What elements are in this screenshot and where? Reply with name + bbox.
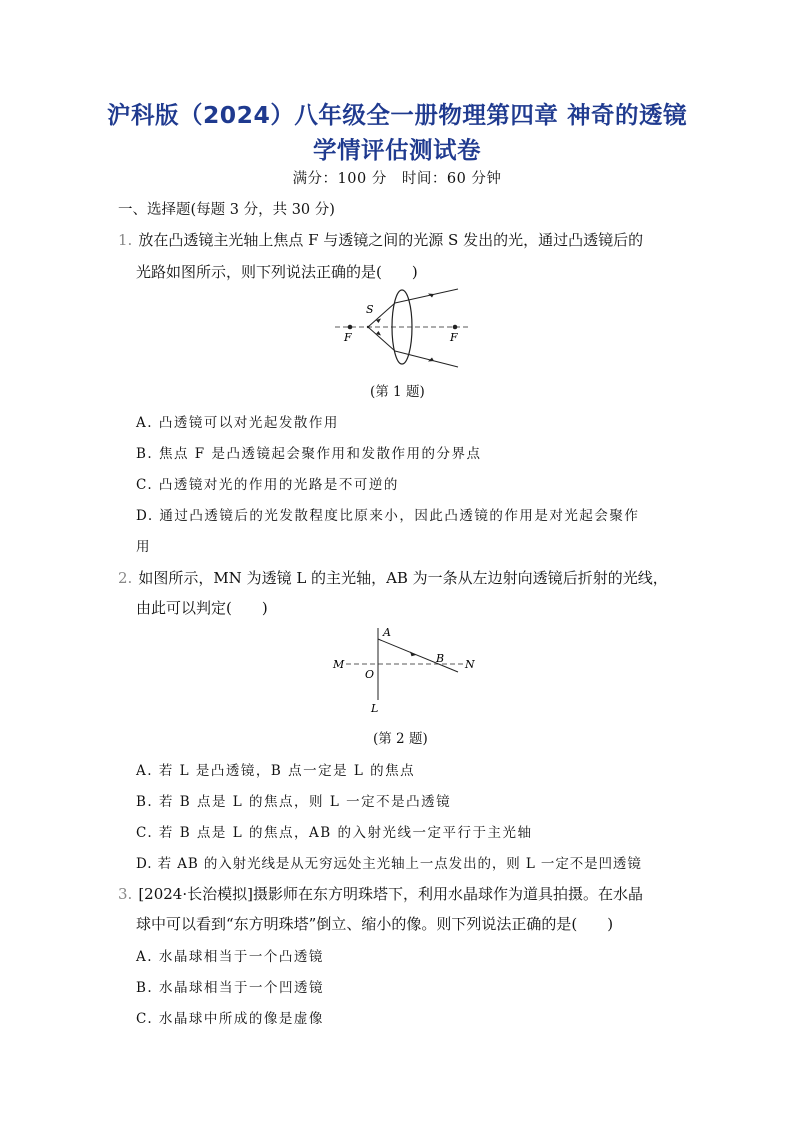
q2-option-b: B. 若 B 点是 L 的焦点，则 L 一定不是凸透镜 (136, 794, 452, 810)
label-a: A (383, 626, 391, 639)
question-text: 放在凸透镜主光轴上焦点 F 与透镜之间的光源 S 发出的光，通过凸透镜后的 (138, 231, 644, 249)
question-text: [2024·长治模拟]摄影师在东方明珠塔下，利用水晶球作为道具拍摄。在水晶 (138, 885, 643, 903)
exam-info: 满分：100 分 时间：60 分钟 (292, 171, 502, 187)
q1-option-a: A. 凸透镜可以对光起发散作用 (136, 415, 339, 431)
ray-lower-out (395, 351, 458, 367)
question-1-line-2: 光路如图所示，则下列说法正确的是( ) (136, 263, 418, 281)
q2-option-a: A. 若 L 是凸透镜，B 点一定是 L 的焦点 (136, 763, 416, 779)
q1-option-c: C. 凸透镜对光的作用的光路是不可逆的 (136, 477, 399, 493)
q2-option-d: D. 若 AB 的入射光线是从无穷远处主光轴上一点发出的，则 L 一定不是凹透镜 (136, 856, 642, 872)
focus-right (453, 325, 458, 330)
q1-option-d: D. 通过凸透镜后的光发散程度比原来小，因此凸透镜的作用是对光起会聚作 (136, 508, 640, 524)
q3-option-c: C. 水晶球中所成的像是虚像 (136, 1011, 324, 1027)
question-2-line-1 (118, 567, 668, 588)
ray-lower-in (368, 327, 395, 351)
lens-ray-figure (328, 622, 478, 717)
question-2-line-2: 由此可以判定( ) (136, 599, 268, 617)
q3-option-b: B. 水晶球相当于一个凹透镜 (136, 980, 325, 996)
convex-lens-figure (330, 285, 480, 370)
focus-left (348, 325, 353, 330)
question-number: 1. (118, 231, 133, 249)
label-o: O (365, 668, 375, 681)
question-3-line-1 (118, 883, 643, 904)
question-text: 如图所示，MN 为透镜 L 的主光轴，AB 为一条从左边射向透镜后折射的光线， (138, 569, 668, 587)
figure-2-caption: (第 2 题) (373, 731, 428, 747)
label-l: L (371, 702, 379, 715)
label-s: S (366, 303, 374, 316)
question-number: 2. (118, 569, 133, 587)
question-3-line-2: 球中可以看到“东方明珠塔”倒立、缩小的像。则下列说法正确的是( ) (136, 915, 614, 933)
label-m: M (333, 658, 345, 671)
figure-1-caption: (第 1 题) (370, 384, 425, 400)
question-number: 3. (118, 885, 133, 903)
label-n: N (465, 658, 475, 671)
q2-option-c: C. 若 B 点是 L 的焦点，AB 的入射光线一定平行于主光轴 (136, 825, 533, 841)
page-title: 沪科版（2024）八年级全一册物理第四章 神奇的透镜 学情评估测试卷 (106, 101, 688, 164)
ray-ab (378, 639, 458, 672)
section-heading: 一、选择题(每题 3 分，共 30 分) (118, 202, 335, 218)
q1-option-d-continued: 用 (136, 539, 151, 555)
q1-option-b: B. 焦点 F 是凸透镜起会聚作用和发散作用的分界点 (136, 446, 482, 462)
question-1-line-1 (118, 229, 643, 250)
q3-option-a: A. 水晶球相当于一个凸透镜 (136, 949, 324, 965)
label-f-left: F (344, 331, 352, 344)
label-f-right: F (450, 331, 458, 344)
label-b: B (436, 652, 445, 665)
